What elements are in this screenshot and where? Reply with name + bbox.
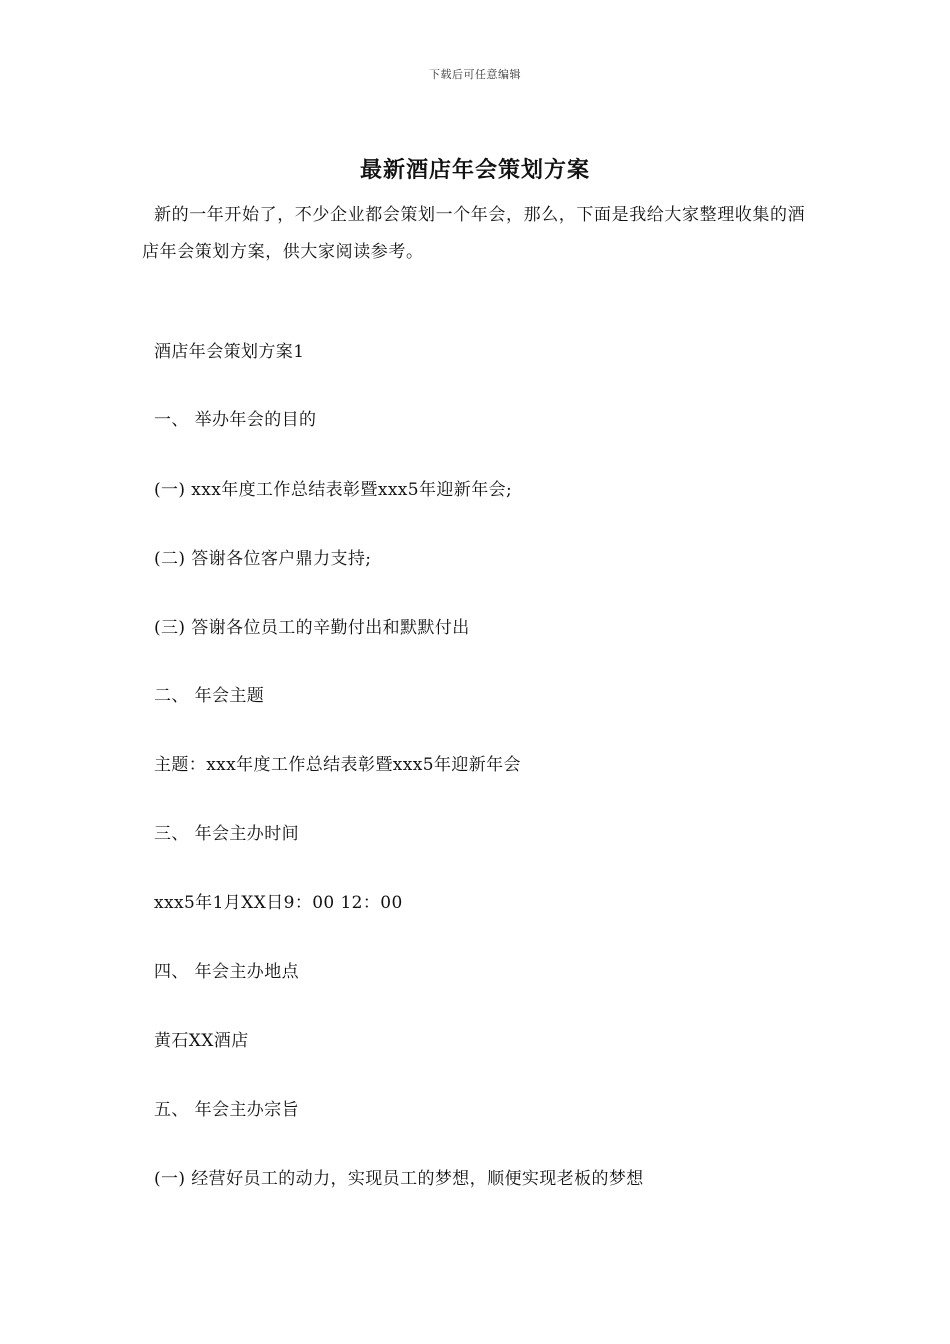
section-heading-time: 三、 年会主办时间	[154, 824, 300, 844]
section-heading-purpose: 一、 举办年会的目的	[154, 410, 317, 430]
theme-text: 主题：xxx年度工作总结表彰暨xxx5年迎新年会	[154, 755, 521, 775]
location-text: 黄石XX酒店	[154, 1031, 249, 1051]
time-text: xxx5年1月XX日9：00 12：00	[154, 893, 403, 913]
section-heading-purpose-statement: 五、 年会主办宗旨	[154, 1100, 300, 1120]
document-title: 最新酒店年会策划方案	[359, 157, 590, 183]
section-heading-theme: 二、 年会主题	[154, 686, 265, 706]
list-item: (一) xxx年度工作总结表彰暨xxx5年迎新年会;	[154, 480, 513, 500]
list-item: (三) 答谢各位员工的辛勤付出和默默付出	[154, 618, 470, 638]
list-item: (一) 经营好员工的动力，实现员工的梦想，顺便实现老板的梦想	[154, 1169, 644, 1189]
section-heading-plan-1: 酒店年会策划方案1	[154, 342, 305, 362]
list-item: (二) 答谢各位客户鼎力支持;	[154, 549, 372, 569]
page-header-note: 下载后可任意编辑	[429, 68, 521, 81]
section-heading-location: 四、 年会主办地点	[154, 962, 300, 982]
intro-paragraph: 新的一年开始了，不少企业都会策划一个年会，那么，下面是我给大家整理收集的酒店年会策划方案，供大家阅读参考。	[142, 205, 806, 262]
